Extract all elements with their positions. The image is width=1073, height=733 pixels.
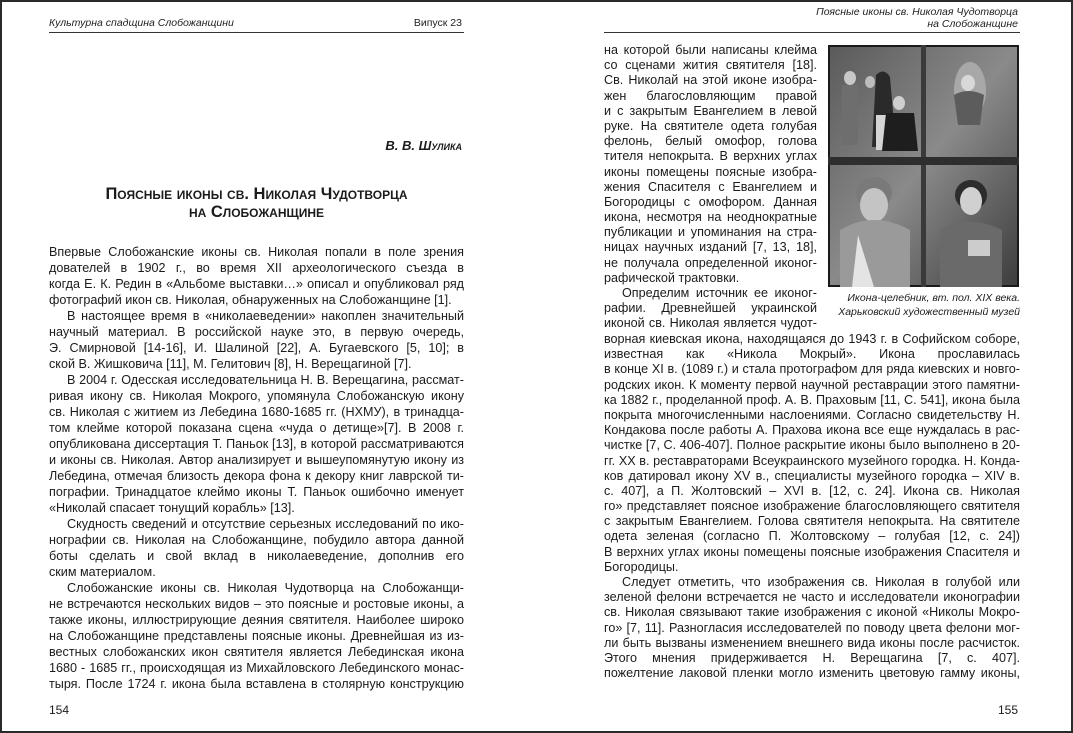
text-line: рафии. Древнейшей украинской xyxy=(604,301,817,316)
running-header-article xyxy=(816,6,1018,30)
text-line: ской В. Жишковича [11], М. Гелитович [8], Н. Верещагиной [7]. xyxy=(49,357,412,371)
text-line: боты сделать и свой вклад в николаеведение, дополнив его xyxy=(49,549,464,563)
caption-line-2: Харьковский художественный музей xyxy=(838,306,1020,318)
text-line: пожелтение лаковой пленки могло изменить цветовую гамму иконы, xyxy=(604,666,1020,681)
text-line: ков датировал икону XV в., специалисты музейного городка – XIV в. xyxy=(604,468,1020,483)
text-line: нографии св. Николая на Слобожанщине, побудило автора данной xyxy=(49,533,464,547)
paragraph xyxy=(604,43,817,286)
text-line: св. Николая связывают такие изображения с иконой «Николы Мокро- xyxy=(604,605,1020,620)
text-line: также иконы, иллюстрирующие деяния святителя. Наиболее широко xyxy=(49,613,464,627)
text-line: родских икон. К моменту первой научной реставрации этого памятни- xyxy=(604,377,1020,392)
text-line: Богородицы с омофором. Данная xyxy=(604,194,817,209)
text-line: со сценами жития святителя [18]. xyxy=(604,58,817,73)
text-line: В 2004 г. Одесская исследовательница Н. В. Верещагина, рассмат- xyxy=(67,373,464,387)
text-line: Богородицы. xyxy=(604,559,679,574)
text-line: ка 1882 г., проделанной проф. А. В. Праховым [11, С. 541], икона была xyxy=(604,392,1020,407)
text-line: с закрытым Евангелием. Голова святителя непокрыта. На святителе xyxy=(604,514,1020,529)
title-line-2: на Слобожанщине xyxy=(188,203,325,221)
right-page-body-narrow xyxy=(604,43,817,332)
text-line: руке. На святителе одета голубая xyxy=(604,118,817,133)
text-line: ским материалом. xyxy=(49,565,156,579)
text-line: Следует отметить, что изображения св. Николая в голубой или xyxy=(622,575,1020,589)
text-line: го» представляет поясное изображение благословляющего святителя xyxy=(604,499,1020,514)
paragraph xyxy=(604,286,817,332)
text-line: иконой св. Николая является чудот- xyxy=(604,316,817,331)
photo-caption xyxy=(820,291,1020,319)
article-title xyxy=(49,185,464,221)
text-line: В верхних углах иконы помещены поясные изображения Спасителя и xyxy=(604,544,1020,559)
paragraph xyxy=(49,580,464,692)
text-line: публикации и упоминания на стра- xyxy=(604,225,817,240)
header-rule xyxy=(604,32,1020,33)
paragraph xyxy=(49,244,464,308)
text-line: и с закрытым Евангелием в левой xyxy=(604,103,817,118)
title-line-1: Поясные иконы св. Николая Чудотворца xyxy=(105,185,408,203)
text-line: Слобожанские иконы св. Николая Чудотворца на Слобожанщи- xyxy=(67,581,464,595)
text-line: в конце XI в. (1089 г.) и стала протографом для ряда киевских и новго- xyxy=(604,362,1020,377)
text-line: рафической трактовки. xyxy=(604,270,740,285)
text-line: Определим источник ее иконог- xyxy=(622,286,817,300)
text-line: чистке [7, С. 406-407]. Полное раскрытие иконы было выполнено в 20- xyxy=(604,438,1020,453)
paragraph xyxy=(604,575,1020,681)
text-line: научный материал. В российской науке это, в первую очередь, xyxy=(49,325,464,339)
icon-photograph xyxy=(828,45,1019,287)
text-line: 1680 - 1685 гг., происходящая из Михайловского Лебединского монас- xyxy=(49,661,464,675)
text-line: не получала определенной иконог- xyxy=(604,255,817,270)
text-line: В настоящее время в «николаеведении» накоплен значительный xyxy=(67,309,464,323)
text-line: жения Спасителя с Евангелием и xyxy=(604,179,817,194)
text-line: ривая икону св. Николая Мокрого, упомянула Слобожанскую икону xyxy=(49,389,464,403)
text-line: Св. Николай на этой иконе изобра- xyxy=(604,73,817,88)
text-line: ворная киевская икона, находящаяся до 1943 г. в Софийском соборе, xyxy=(604,332,1020,346)
text-line: «Николай спасает тонущий корабль» [13]. xyxy=(49,501,295,515)
page-number-right: 155 xyxy=(997,703,1018,717)
running-header-journal: Культурна спадщина Слобожанщини xyxy=(49,17,234,29)
paragraph xyxy=(604,332,1020,575)
text-line: Скудность сведений и отсутствие серьезных исследований по ико- xyxy=(67,517,464,531)
text-line: с. 407], а П. Жолтовский – XVI в. [12, с. 24]. Икона св. Николая xyxy=(604,483,1020,498)
page-number-left: 154 xyxy=(49,703,70,717)
article-author: В. В. Шулика xyxy=(385,138,462,153)
text-line: го» [7, 11]. Разногласия исследователей по поводу цвета фелони мог- xyxy=(604,620,1020,635)
text-line: покрыта многочисленными наслоениями. Согласно свидетельству Н. xyxy=(604,407,1020,422)
text-line: на которой были написаны клейма xyxy=(604,43,817,57)
text-line: Лебедина, отмечая близость декора фона к декору книг лаврской ти- xyxy=(49,469,464,483)
header-rule xyxy=(49,32,464,33)
left-page-body xyxy=(49,244,464,692)
text-line: и иконы св. Николая. Автор анализирует и вышеупомянутую икону из xyxy=(49,453,464,467)
text-line: дователей в 1902 г., во время XII археологического съезда в xyxy=(49,261,464,275)
text-line: не встречаются нескольких видов – это поясные и ростовые иконы, а xyxy=(49,597,464,611)
right-page-body-wide xyxy=(604,332,1020,681)
paragraph xyxy=(49,516,464,580)
text-line: тыря. После 1724 г. икона была вставлена в столярную конструкцию xyxy=(49,677,464,691)
text-line: известная как «Никола Мокрый». Икона прославилась xyxy=(604,347,1020,362)
text-line: св. Николая с житием из Лебедина 1680-1685 гг. (НХМУ), в тринадца- xyxy=(49,405,464,419)
text-line: Этого мнения придерживается Н. Верещагина [7, с. 407]. xyxy=(604,650,1020,665)
text-line: ли быть вызваны изменением внешнего вида иконы после расчисток. xyxy=(604,635,1020,650)
text-line: пографии. Тринадцатое клеймо иконы Т. Паньок ошибочно именует xyxy=(49,485,464,499)
text-line: зеленой фелони встречается не часто и исследователи иконографии xyxy=(604,590,1020,605)
text-line: на Слобожанщине представлены поясные иконы. Древнейшая из из- xyxy=(49,629,464,643)
text-line: ницах научных изданий [7, 13, 18], xyxy=(604,240,817,255)
caption-line-1: Икона-целебник, вт. пол. XIX века. xyxy=(847,292,1020,304)
text-line: икона, несмотря на неоднократные xyxy=(604,210,817,225)
text-line: Э. Смирновой [14-16], И. Шалиной [22], А. Бугаевского [5, 10]; в xyxy=(49,341,464,355)
text-line: гг. XX в. реставраторами Всеукраинского музейного городка. Н. Конда- xyxy=(604,453,1020,468)
text-line: фотографий икон св. Николая, обнаруженных на Слобожанщине [1]. xyxy=(49,293,452,307)
text-line: тителя непокрыта. В верхних углах xyxy=(604,149,817,164)
text-line: том клейме которой показана сцена «чуда о детище»[7]. В 2008 г. xyxy=(49,421,464,435)
text-line: Впервые Слобожанские иконы св. Николая попали в поле зрения xyxy=(49,245,464,259)
running-header-line-2: на Слобожанщине xyxy=(927,18,1018,30)
paragraph xyxy=(49,308,464,372)
text-line: одета зеленая (согласно П. Жолтовскому – голубая [12, с. 24]) xyxy=(604,529,1020,544)
text-line: Кондакова после работы А. Прахова икона все еще нуждалась в рас- xyxy=(604,423,1020,438)
text-line: опубликована диссертация Т. Паньок [13], в которой рассматриваются xyxy=(49,437,464,451)
text-line: когда Е. К. Редин в «Альбоме выставки…» описал и опубликовал ряд xyxy=(49,277,464,291)
paragraph xyxy=(49,372,464,516)
text-line: иконы помещены поясные изобра- xyxy=(604,164,817,179)
text-line: жен благословляющим правой xyxy=(604,88,817,103)
text-line: фелонь, белый омофор, голова xyxy=(604,134,817,149)
text-line: вестных слобожанских икон святителя является Лебединская икона xyxy=(49,645,464,659)
running-header-line-1: Поясные иконы св. Николая Чудотворца xyxy=(816,6,1018,18)
running-header-issue: Випуск 23 xyxy=(413,17,462,29)
